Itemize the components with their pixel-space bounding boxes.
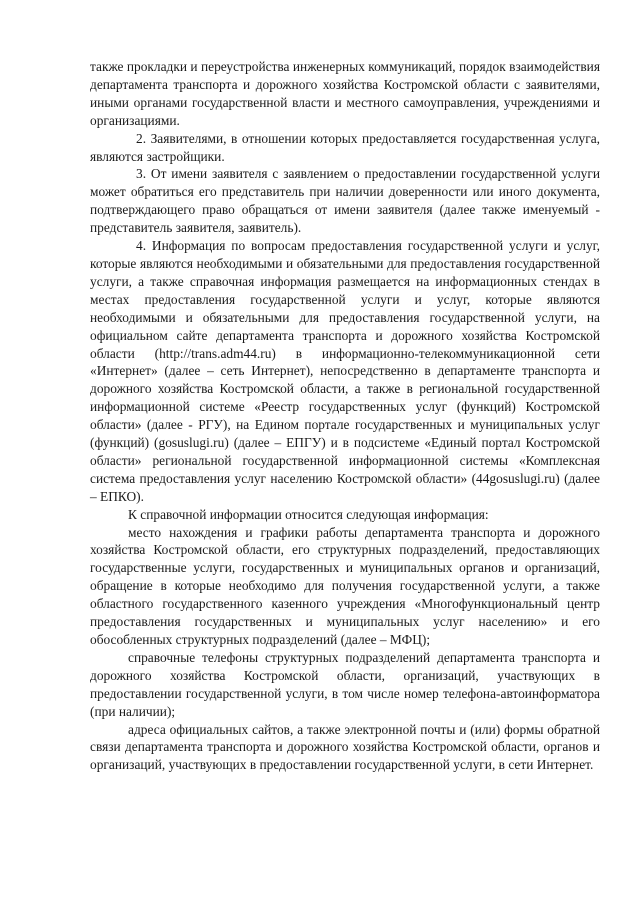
paragraph-4-information: 4. Информация по вопросам предоставления государственной услуги и услуг, которые являются необходимыми и обязательными для предоставления государственной услуги, а также справочная информация размещается на информационных стендах в местах предоставления государственной услуги и услуг, которые являются необходимыми и обязательными для предоставления государственной услуги, на официальном сайте департамента транспорта и дорожного хозяйства Костромской области (http://trans.adm44.ru) в информационно-телекоммуникационной сети «Интернет» (далее – сеть Интернет), непосредственно в департаменте транспорта и дорожного хозяйства Костромской области, а также в региональной государственной информационной системе «Реестр государственных услуг (функций) Костромской области» (далее - РГУ), на Едином портале государственных и муниципальных услуг (функций) (gosuslugi.ru) (далее – ЕПГУ) и в подсистеме «Единый портал Костромской области» региональной государственной информационной системы «Комплексная система предоставления услуг населению Костромской области» (44gosuslugi.ru) (далее – ЕПКО).: [90, 238, 600, 504]
document-page: [90, 58, 600, 774]
paragraph-websites: адреса официальных сайтов, а также электронной почты и (или) формы обратной связи департамента транспорта и дорожного хозяйства Костромской области, органов и организаций, участвующих в предоставлении государственной услуги, в сети Интернет.: [90, 721, 600, 773]
paragraph-continuation: также прокладки и переустройства инженерных коммуникаций, порядок взаимодействия департамента транспорта и дорожного хозяйства Костромской области с заявителями, иными органами государственной власти и местного самоуправления, учреждениями и организациями.: [90, 59, 600, 128]
paragraph-reference-info-intro: К справочной информации относится следующая информация:: [128, 506, 489, 522]
paragraph-2-applicants: 2. Заявителями, в отношении которых предоставляется государственная услуга, являются застройщики.: [90, 130, 600, 164]
paragraph-phones: справочные телефоны структурных подразделений департамента транспорта и дорожного хозяйства Костромской области, организаций, участвующих в предоставлении государственной услуги, в том числе номер телефона-автоинформатора (при наличии);: [90, 649, 600, 719]
paragraph-3-representative: 3. От имени заявителя с заявлением о предоставлении государственной услуги может обратиться его представитель при наличии доверенности или иного документа, подтверждающего право обращаться от имени заявителя (далее также именуемый - представитель заявителя, заявитель).: [90, 166, 600, 236]
paragraph-location-schedule: место нахождения и графики работы департамента транспорта и дорожного хозяйства Костромской области, его структурных подразделений, предоставляющих государственные услуги, государственных и муниципальных органов и организаций, обращение в которые необходимо для получения государственной услуги, а также областного государственного казенного учреждения «Многофункциональный центр предоставления государственных и муниципальных услуг населению» и его обособленных структурных подразделений (далее – МФЦ);: [90, 524, 600, 647]
